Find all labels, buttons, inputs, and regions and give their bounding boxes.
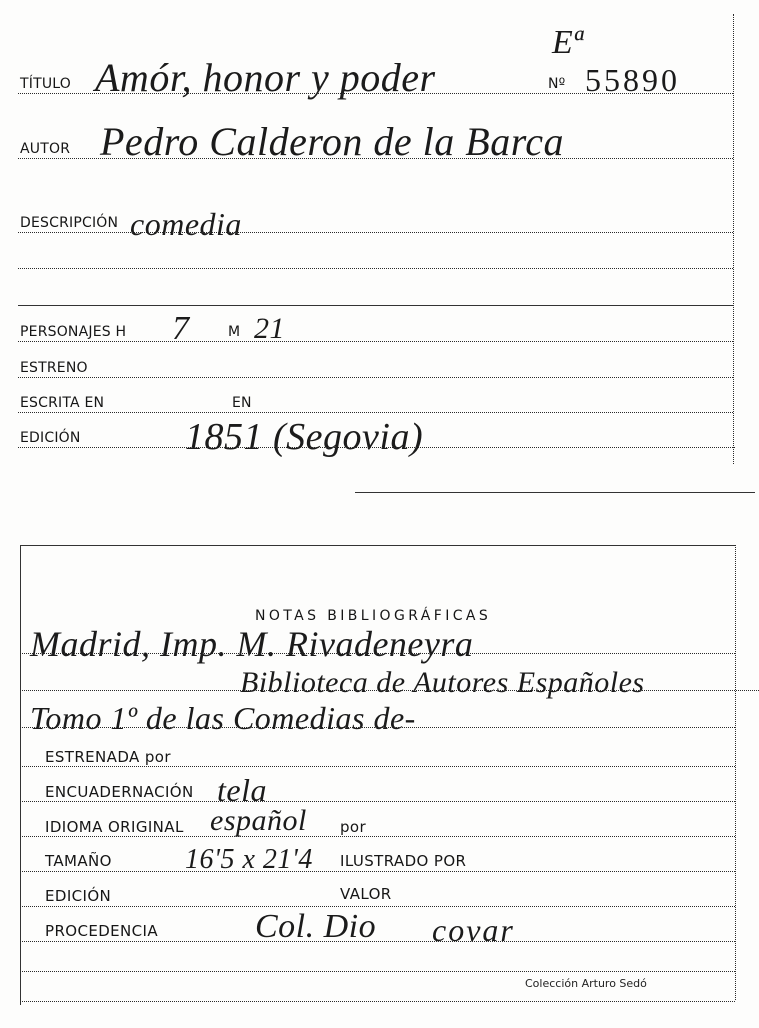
estrenada-rule	[20, 766, 735, 767]
idioma-value: español	[210, 804, 307, 837]
escrita-en-label: EN	[232, 395, 252, 411]
autor-rule	[18, 158, 733, 159]
note-line-1: Madrid, Imp. M. Rivadeneyra	[30, 624, 474, 664]
tamano-rule	[20, 871, 735, 872]
edicion-value: 1851 (Segovia)	[185, 416, 424, 458]
idioma-rule	[20, 836, 735, 837]
edicion-rule	[18, 447, 735, 448]
encuadernacion-label: ENCUADERNACIÓN	[45, 783, 194, 801]
bottom-card-right-border	[735, 545, 736, 1000]
register-number-label: Nº	[548, 76, 566, 92]
titulo-label: TÍTULO	[20, 76, 71, 92]
notas-heading: NOTAS BIBLIOGRÁFICAS	[255, 608, 492, 624]
personajes-label: PERSONAJES H	[20, 324, 127, 340]
estrenada-label: ESTRENADA por	[45, 748, 171, 766]
procedencia-value-part2: covar	[432, 912, 515, 948]
notes-rule-2	[20, 690, 759, 691]
top-card-right-border	[733, 14, 734, 464]
descripcion-label: DESCRIPCIÓN	[20, 215, 119, 231]
autor-value: Pedro Calderon de la Barca	[100, 119, 565, 164]
top-card-bottom-edge	[355, 492, 755, 493]
titulo-value: Amór, honor y poder	[95, 55, 436, 100]
personajes-m-value: 21	[254, 312, 285, 345]
notes-rule-1	[20, 653, 735, 654]
notes-rule-3	[20, 727, 735, 728]
idioma-por-label: por	[340, 818, 367, 836]
tamano-label: TAMAÑO	[45, 852, 112, 870]
encuadernacion-rule	[20, 801, 735, 802]
tamano-value: 16'5 x 21'4	[185, 844, 313, 875]
blank-rule-1	[20, 971, 735, 972]
idioma-label: IDIOMA ORIGINAL	[45, 818, 184, 836]
escrita-rule	[18, 412, 733, 413]
estreno-rule	[18, 377, 733, 378]
edicion-bottom-label: EDICIÓN	[45, 887, 112, 905]
edicion-label: EDICIÓN	[20, 430, 81, 446]
bottom-card-left-border	[20, 545, 21, 1005]
blank-rule-2	[20, 1001, 735, 1002]
note-line-2: Biblioteca de Autores Españoles	[240, 666, 645, 699]
personajes-rule	[18, 341, 733, 342]
encuadernacion-value: tela	[217, 772, 267, 808]
note-line-3: Tomo 1º de las Comedias de-	[30, 700, 416, 736]
collection-footer: Colección Arturo Sedó	[525, 977, 647, 990]
valor-label: VALOR	[340, 885, 392, 903]
descripcion-rule	[18, 232, 733, 233]
autor-label: AUTOR	[20, 141, 71, 157]
section-divider-rule	[18, 305, 733, 306]
procedencia-value-part1: Col. Dio	[255, 908, 377, 945]
descripcion-value: comedia	[130, 206, 242, 242]
personajes-h-value: 7	[172, 310, 190, 347]
edicion-bottom-rule	[20, 906, 735, 907]
titulo-rule	[18, 93, 733, 94]
register-number: 55890	[585, 62, 680, 98]
procedencia-rule	[20, 941, 735, 942]
personajes-m-label: M	[228, 324, 241, 340]
procedencia-label: PROCEDENCIA	[45, 922, 159, 940]
estreno-label: ESTRENO	[20, 360, 88, 376]
escrita-label: ESCRITA EN	[20, 395, 105, 411]
register-mark: Eª	[552, 24, 584, 61]
ilustrado-label: ILUSTRADO POR	[340, 852, 467, 870]
bottom-card-top-border	[20, 545, 735, 546]
descripcion-rule-2	[18, 268, 733, 269]
